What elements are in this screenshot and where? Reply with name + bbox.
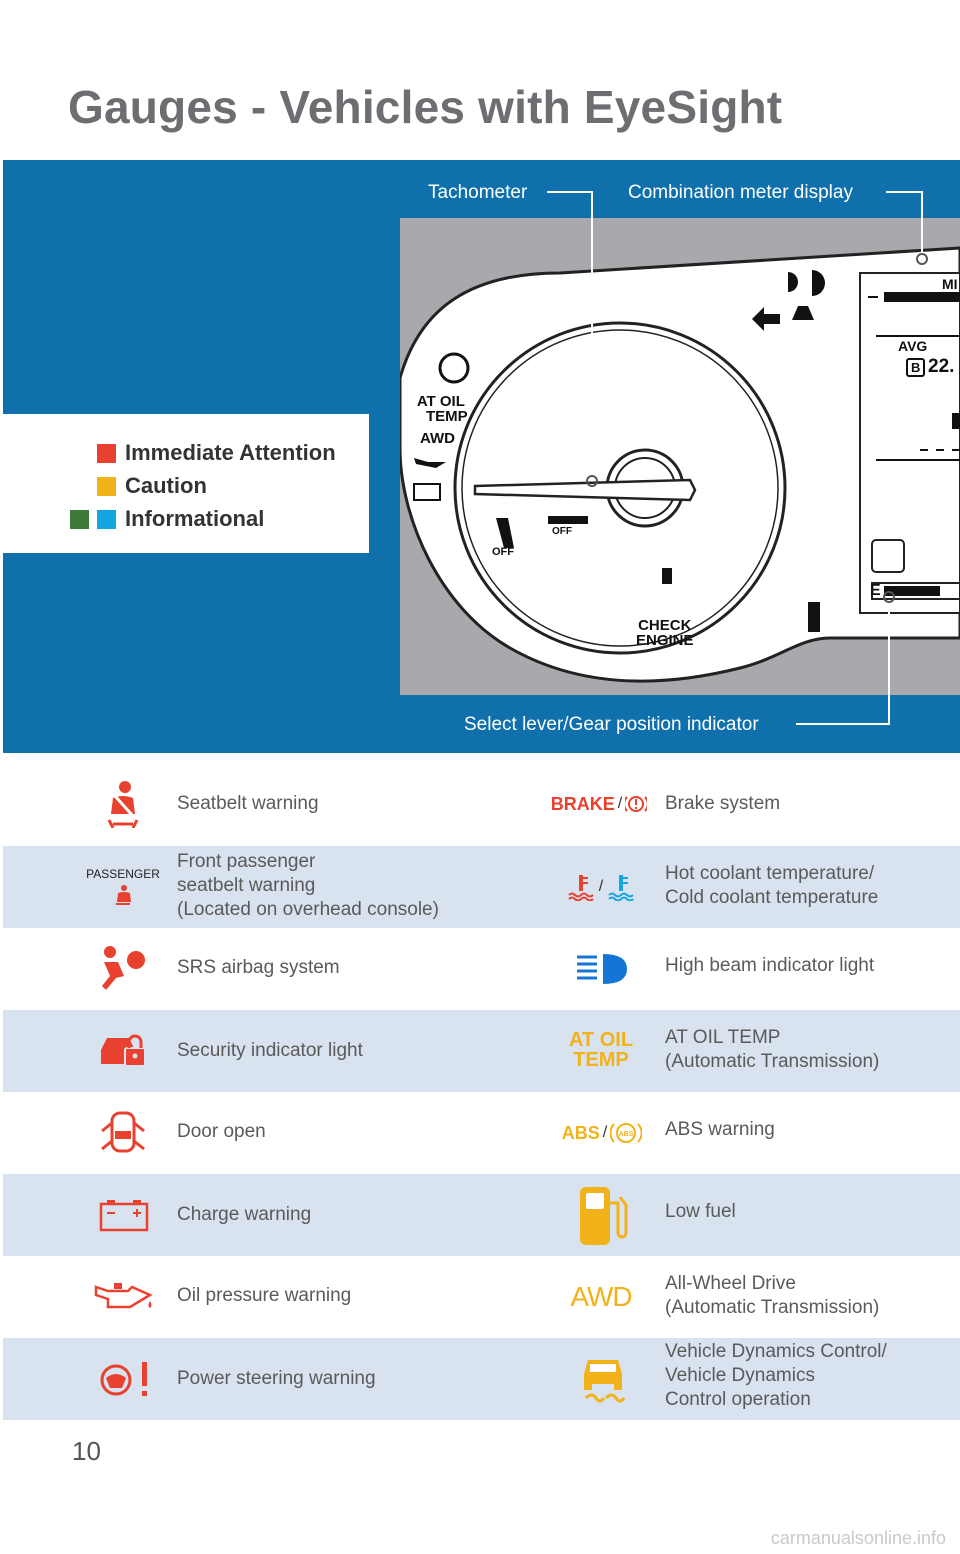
abs-label: ABS warning [665, 1119, 775, 1140]
brake-icon: BRAKE / [547, 790, 651, 818]
seatbelt-icon [98, 778, 148, 830]
oil-can-icon [93, 1276, 155, 1316]
cluster-check-engine: CHECK ENGINE [636, 617, 694, 649]
table-row [3, 1338, 960, 1420]
amber-swatch [97, 477, 116, 496]
indicator-table [3, 764, 960, 1420]
coolant-temperature-icon: / [561, 870, 641, 904]
security-icon [97, 1026, 151, 1074]
table-row [3, 764, 960, 846]
at-oil-temp-icon: AT OIL TEMP [568, 1029, 634, 1071]
display-b: B [906, 358, 925, 377]
battery-icon [97, 1192, 151, 1238]
tachometer-callout: Tachometer [428, 182, 528, 203]
power-steering-label: Power steering warning [177, 1368, 376, 1389]
cluster-awd: AWD [420, 430, 455, 447]
passenger-seatbelt-icon: PASSENGER [81, 862, 165, 912]
fuel-icon-cluster [952, 413, 960, 429]
svg-text:ABS: ABS [618, 1131, 634, 1138]
security-label: Security indicator light [177, 1040, 363, 1061]
table-row [3, 846, 960, 928]
green-swatch [70, 510, 89, 529]
legend-immediate: Immediate Attention [97, 440, 336, 466]
combination-meter-callout: Combination meter display [628, 182, 853, 203]
table-row [3, 1092, 960, 1174]
display-value: 22. [928, 356, 955, 377]
display-avg: AVG [898, 338, 928, 354]
select-lever-callout: Select lever/Gear position indicator [464, 714, 759, 735]
passenger-seatbelt-label: Front passenger seatbelt warning (Located on overhead console) [177, 851, 439, 920]
table-row [3, 1256, 960, 1338]
segment-bar [884, 292, 960, 302]
table-row [3, 928, 960, 1010]
abs-icon: ABS / ABS [559, 1118, 645, 1148]
cluster-at-oil-temp: AT OIL TEMP [416, 393, 468, 425]
brake-label: Brake system [665, 793, 781, 814]
table-row [3, 1174, 960, 1256]
instrument-cluster [400, 218, 960, 695]
legend-informational: Informational [70, 506, 264, 532]
charge-label: Charge warning [177, 1204, 312, 1225]
table-row [3, 1010, 960, 1092]
high-beam-label: High beam indicator light [665, 955, 875, 976]
display-mi: MI [942, 276, 958, 292]
awd-label: All-Wheel Drive (Automatic Transmission) [665, 1273, 880, 1318]
oil-pressure-label: Oil pressure warning [177, 1285, 352, 1306]
blue-swatch [97, 510, 116, 529]
page-title: Gauges - Vehicles with EyeSight [68, 81, 783, 133]
airbag-icon [96, 942, 150, 994]
fuel-pump-icon [573, 1180, 633, 1250]
airbag-label: SRS airbag system [177, 957, 340, 978]
watermark: carmanualsonline.info [770, 1528, 946, 1548]
low-fuel-label: Low fuel [665, 1201, 736, 1222]
red-swatch [97, 444, 116, 463]
coolant-label: Hot coolant temperature/ Cold coolant temperature [665, 863, 879, 908]
vdc-label: Vehicle Dynamics Control/ Vehicle Dynamics Control operation [665, 1341, 887, 1410]
page-number: 10 [72, 1436, 101, 1466]
display-e: E [870, 582, 881, 599]
seatbelt-label: Seatbelt warning [177, 793, 319, 814]
door-open-label: Door open [177, 1121, 266, 1142]
cluster-off-1: OFF [492, 546, 514, 558]
door-open-icon [98, 1106, 148, 1158]
cluster-off-2: OFF [552, 526, 572, 537]
at-oil-temp-label: AT OIL TEMP (Automatic Transmission) [665, 1027, 880, 1072]
high-beam-icon [571, 950, 631, 988]
awd-icon: AWD [570, 1281, 632, 1312]
color-legend [3, 414, 369, 553]
vdc-skid-icon [577, 1352, 629, 1406]
steering-warning-icon [95, 1354, 157, 1402]
legend-caution: Caution [97, 473, 207, 499]
